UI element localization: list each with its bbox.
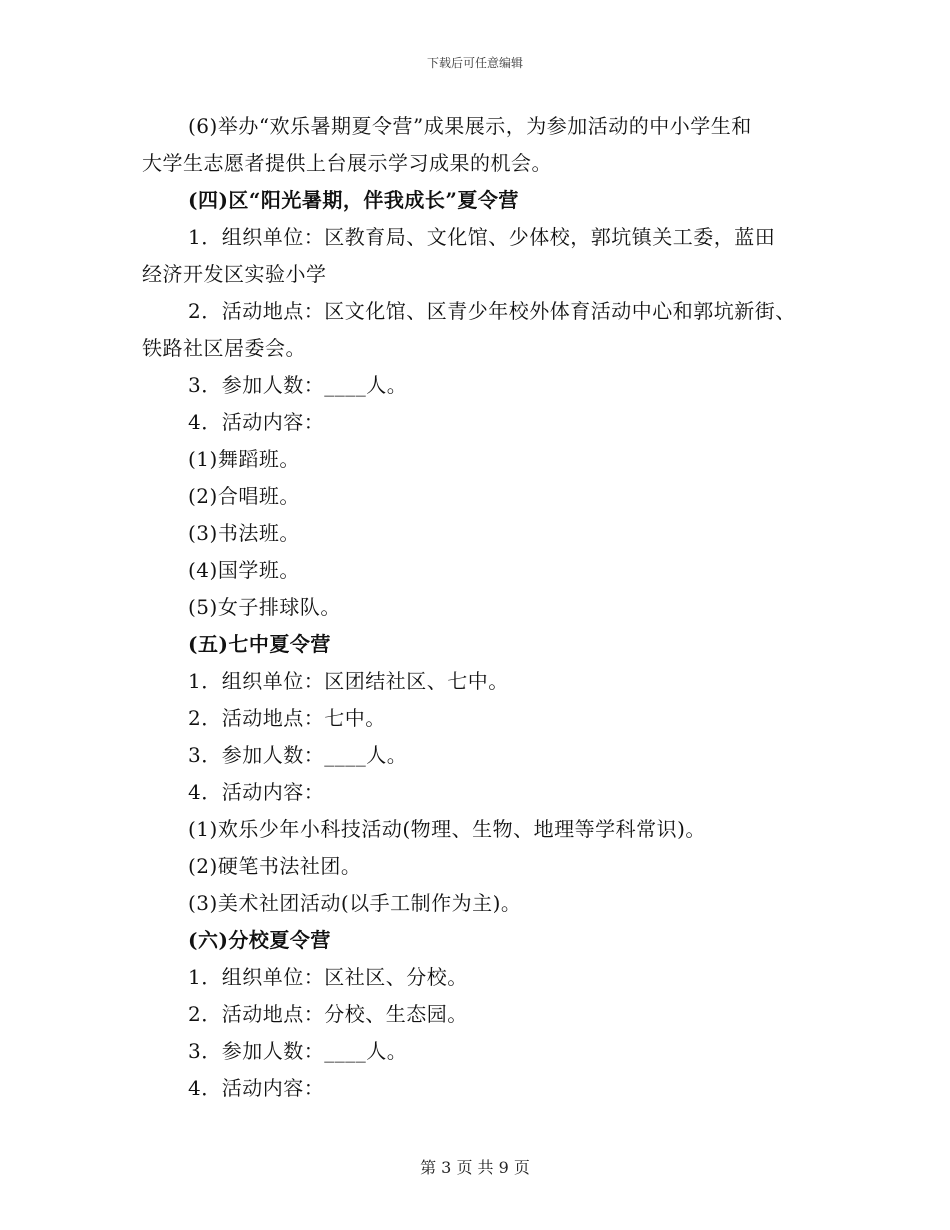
page-header: 下载后可任意编辑	[426, 56, 523, 70]
list-item: (5)女子排球队。	[188, 595, 341, 619]
document-body	[142, 108, 822, 1107]
list-item: (2)合唱班。	[188, 484, 300, 508]
paragraph-line: 3．参加人数：____人。	[188, 373, 408, 397]
paragraph-line: 4．活动内容：	[188, 1076, 325, 1100]
paragraph-line: 大学生志愿者提供上台展示学习成果的机会。	[142, 151, 552, 175]
list-item: (4)国学班。	[188, 558, 300, 582]
paragraph-line: 2．活动地点：七中。	[188, 706, 386, 730]
list-item: (1)舞蹈班。	[188, 447, 300, 471]
paragraph-line: 4．活动内容：	[188, 780, 325, 804]
paragraph-line: 经济开发区实验小学	[142, 262, 327, 286]
list-item: (3)美术社团活动(以手工制作为主)。	[188, 891, 522, 915]
paragraph-line: 2．活动地点：区文化馆、区青少年校外体育活动中心和郭坑新街、	[188, 299, 796, 323]
paragraph-line: (6)举办“欢乐暑期夏令营”成果展示，为参加活动的中小学生和	[188, 114, 752, 138]
paragraph-line: 3．参加人数：____人。	[188, 743, 408, 767]
paragraph-line: 铁路社区居委会。	[142, 336, 306, 360]
list-item: (2)硬笔书法社团。	[188, 854, 362, 878]
section-heading: (四)区“阳光暑期，伴我成长”夏令营	[188, 188, 519, 212]
paragraph-line: 4．活动内容：	[188, 410, 325, 434]
paragraph-line: 1．组织单位：区社区、分校。	[188, 965, 468, 989]
paragraph-line: 3．参加人数：____人。	[188, 1039, 408, 1063]
paragraph-line: 2．活动地点：分校、生态园。	[188, 1002, 468, 1026]
list-item: (1)欢乐少年小科技活动(物理、生物、地理等学科常识)。	[188, 817, 706, 841]
list-item: (3)书法班。	[188, 521, 300, 545]
section-heading: (五)七中夏令营	[188, 632, 331, 656]
section-heading: (六)分校夏令营	[188, 928, 331, 952]
page-footer: 第 3 页 共 9 页	[420, 1158, 530, 1177]
paragraph-line: 1．组织单位：区教育局、文化馆、少体校，郭坑镇关工委，蓝田	[188, 225, 776, 249]
paragraph-line: 1．组织单位：区团结社区、七中。	[188, 669, 509, 693]
